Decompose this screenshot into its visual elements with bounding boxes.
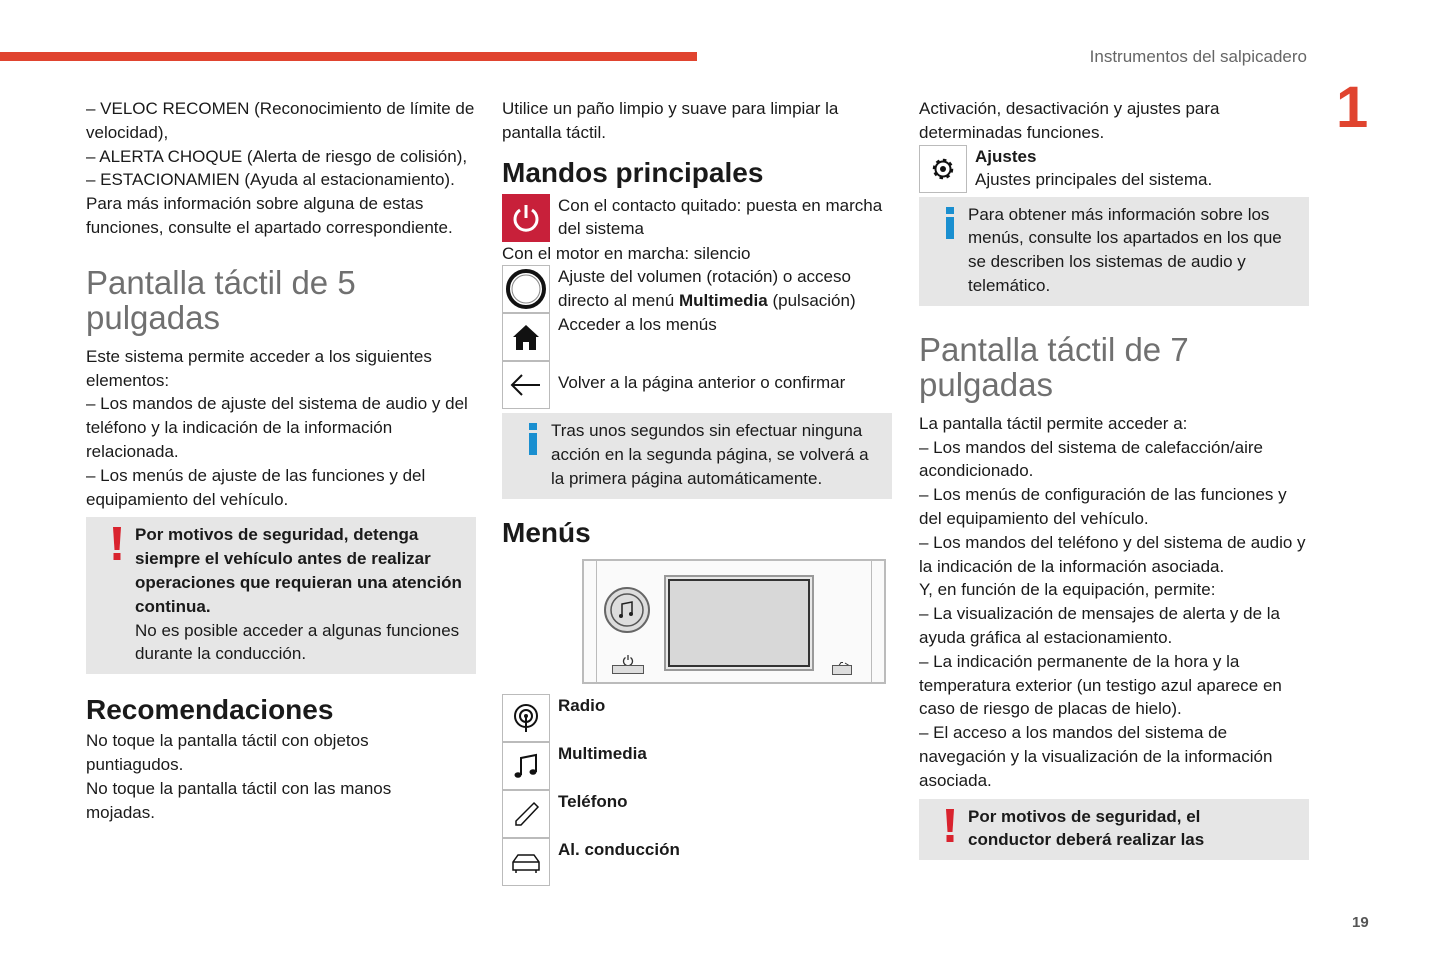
list-item: – ESTACIONAMIEN (Ayuda al estacionamiento). bbox=[86, 170, 455, 190]
info-icon bbox=[514, 419, 551, 455]
heading-7-inch: Pantalla táctil de 7 pulgadas bbox=[919, 330, 1189, 403]
page-number: 19 bbox=[1352, 914, 1369, 931]
paragraph: No toque la pantalla táctil con las manos mojadas. bbox=[86, 778, 392, 822]
paragraph: Activación, desactivación y ajustes para determinadas funciones. bbox=[919, 99, 1220, 142]
header-bar bbox=[0, 52, 697, 61]
list-item: – El acceso a los mandos del sistema de navegación y la visualización de la información asociada. bbox=[919, 723, 1273, 790]
back-description: Volver a la página anterior o confirmar bbox=[558, 373, 846, 393]
head-unit-diagram bbox=[582, 559, 886, 684]
menu-conduccion[interactable]: Al. conducción bbox=[558, 839, 680, 859]
back-arrow-icon bbox=[502, 361, 550, 409]
screen bbox=[668, 579, 810, 667]
left-column bbox=[86, 97, 476, 824]
info-box bbox=[919, 197, 1309, 306]
warning-icon bbox=[98, 523, 135, 561]
gear-icon bbox=[919, 145, 967, 193]
warning-note: No es posible acceder a algunas funciones durante la conducción. bbox=[135, 620, 460, 664]
heading-5-inch: Pantalla táctil de 5 pulgadas bbox=[86, 263, 356, 336]
phone-icon bbox=[502, 790, 550, 838]
warning-icon bbox=[931, 805, 968, 843]
warning-box bbox=[86, 517, 476, 674]
paragraph: No toque la pantalla táctil con objetos puntiagudos. bbox=[86, 731, 369, 774]
power-description: Con el contacto quitado: puesta en marcha del sistema bbox=[558, 195, 883, 239]
list-item: – ALERTA CHOQUE (Alerta de riesgo de colisión), bbox=[86, 146, 468, 166]
list-item: – Los mandos de ajuste del sistema de audio y del teléfono y la indicación de la información relacionada. bbox=[86, 394, 468, 461]
home-icon bbox=[502, 313, 550, 361]
warning-box bbox=[919, 799, 1309, 861]
chapter-number: 1 bbox=[1336, 75, 1369, 140]
list-item: – La indicación permanente de la hora y la temperatura exterior (un testigo azul aparece en caso de riesgo de placas de hielo). bbox=[919, 651, 1282, 719]
menu-telefono[interactable]: Teléfono bbox=[558, 791, 628, 811]
paragraph: Utilice un paño limpio y suave para limpiar la pantalla táctil. bbox=[502, 99, 839, 142]
home-description: Acceder a los menús bbox=[558, 315, 717, 335]
menu-radio[interactable]: Radio bbox=[558, 695, 606, 715]
info-box bbox=[502, 413, 892, 498]
settings-text: Ajustes principales del sistema. bbox=[975, 170, 1213, 190]
car-icon bbox=[502, 838, 550, 886]
list-item: – La visualización de mensajes de alerta y de la ayuda gráfica al estacionamiento. bbox=[919, 604, 1280, 647]
paragraph: Y, en función de la equipación, permite: bbox=[919, 580, 1216, 600]
list-item: – Los menús de ajuste de las funciones y del equipamiento del vehículo. bbox=[86, 465, 426, 509]
list-item: – Los menús de configuración de las funciones y del equipamiento del vehículo. bbox=[919, 485, 1287, 528]
section-title: Instrumentos del salpicadero bbox=[1089, 47, 1307, 66]
power-icon bbox=[502, 194, 550, 242]
info-icon bbox=[931, 203, 968, 239]
power-description-2: Con el motor en marcha: silencio bbox=[502, 243, 751, 263]
list-item: – Los mandos del sistema de calefacción/aire acondicionado. bbox=[919, 437, 1263, 481]
right-column bbox=[919, 97, 1309, 860]
music-note-icon bbox=[502, 742, 550, 790]
knob-description: Ajuste del volumen (rotación) o acceso directo al menú Multimedia (pulsación) bbox=[558, 267, 856, 311]
recommendations-heading: Recomendaciones bbox=[86, 694, 334, 726]
paragraph: La pantalla táctil permite acceder a: bbox=[919, 413, 1188, 433]
menu-multimedia[interactable]: Multimedia bbox=[558, 743, 647, 763]
info-text: Para obtener más información sobre los menús, consulte los apartados en los que se describen los sistemas de audio y telemático. bbox=[968, 204, 1282, 295]
knob-icon bbox=[502, 265, 550, 313]
info-text: Tras unos segundos sin efectuar ninguna acción en la segunda página, se volverá a la primera página automáticamente. bbox=[551, 421, 869, 488]
menus-heading: Menús bbox=[502, 516, 591, 548]
main-controls-heading: Mandos principales bbox=[502, 156, 764, 188]
paragraph: Este sistema permite acceder a los siguientes elementos: bbox=[86, 346, 432, 390]
radio-icon bbox=[502, 694, 550, 742]
settings-title: Ajustes bbox=[975, 146, 1037, 166]
list-item: – Los mandos del teléfono y del sistema de audio y la indicación de la información asociada. bbox=[919, 532, 1306, 576]
usb-port bbox=[832, 665, 852, 675]
music-knob-icon bbox=[604, 587, 650, 633]
warning-text: Por motivos de seguridad, detenga siempre el vehículo antes de realizar operaciones que requieran una atención continua. bbox=[135, 525, 462, 616]
paragraph: Para más información sobre alguna de estas funciones, consulte el apartado correspondiente. bbox=[86, 194, 453, 237]
middle-column bbox=[502, 97, 892, 886]
warning-text: Por motivos de seguridad, el conductor deberá realizar las bbox=[968, 806, 1205, 850]
list-item: – VELOC RECOMEN (Reconocimiento de límite de velocidad), bbox=[86, 99, 475, 142]
